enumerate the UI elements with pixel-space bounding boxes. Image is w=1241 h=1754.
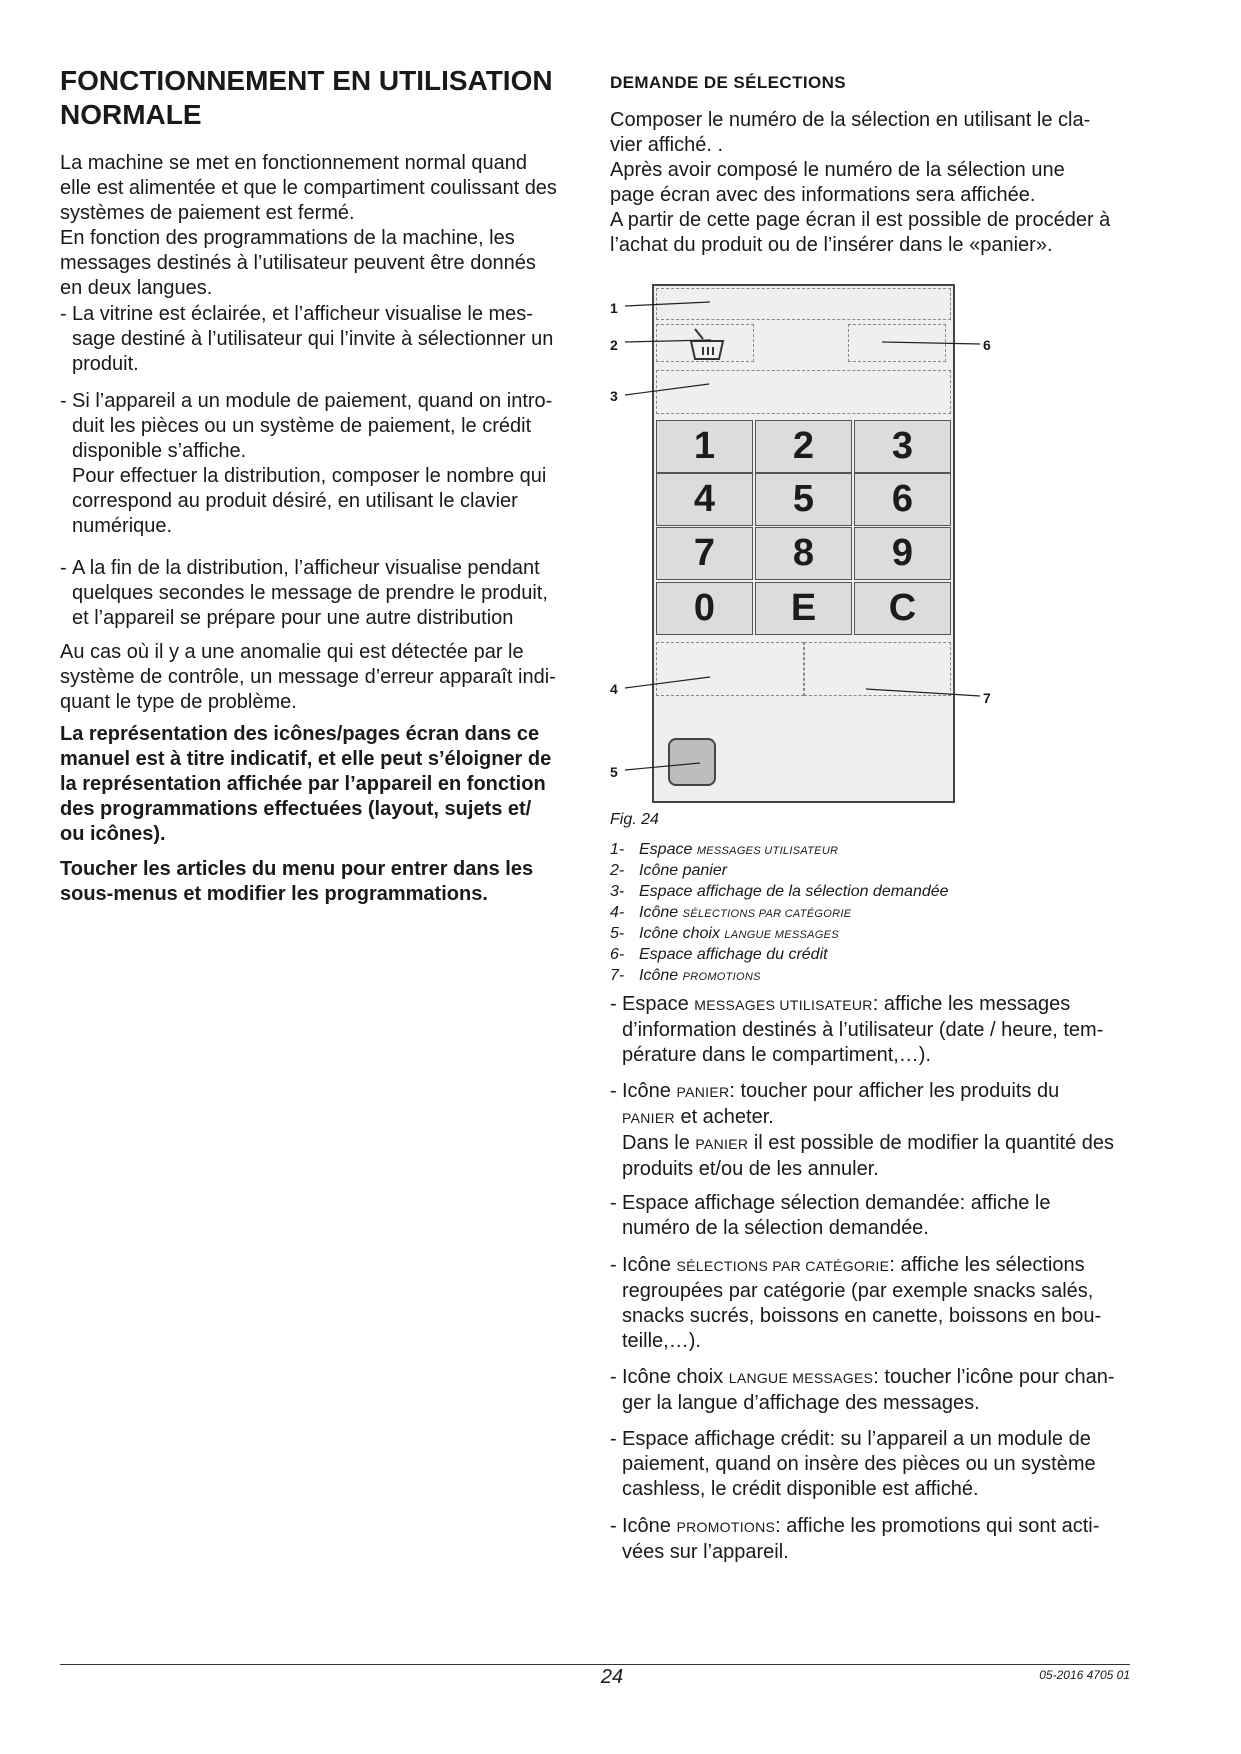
- key-2[interactable]: 2: [755, 420, 852, 473]
- selection-paragraph: Composer le numéro de la sélection en utilisant le cla- vier affiché. . Après avoir composé le numéro de la sélection une page écran avec des informations sera affichée. A partir de cette page écran il est possible de procéder à l’achat du produit ou de l’insérer dans le «panier».: [610, 109, 1111, 256]
- description-item: - Icône PROMOTIONS: affiche les promotions qui sont acti- vées sur l’appareil.: [610, 1515, 1100, 1563]
- key-1[interactable]: 1: [656, 420, 753, 473]
- description-item: - Espace affichage crédit: su l’appareil a un module de paiement, quand on insère des pièces ou un système cashless, le crédit disponible est affiché.: [610, 1428, 1096, 1500]
- keypad-figure: [610, 280, 1140, 820]
- anomaly-paragraph: Au cas où il y a une anomalie qui est détectée par le système de contrôle, un message d’erreur apparaît indi- quant le type de problème.: [60, 641, 556, 713]
- key-7[interactable]: 7: [656, 527, 753, 580]
- description-item: - Icône SÉLECTIONS PAR CATÉGORIE: affiche les sélections regroupées par catégorie (par exemple snacks salés, snacks sucrés, boissons en canette, boissons en bou- teille,…).: [610, 1254, 1102, 1352]
- legend-item: 6- Espace affichage du crédit: [610, 946, 828, 963]
- description-item: - Icône choix LANGUE MESSAGES: toucher l’icône pour chan- ger la langue d’affichage des messages.: [610, 1366, 1115, 1414]
- description-item: - Espace MESSAGES UTILISATEUR: affiche les messages d’information destinés à l’utilisateur (date / heure, tem- pérature dans le compartiment,…).: [610, 993, 1104, 1066]
- legend-item: 4- Icône SÉLECTIONS PAR CATÉGORIE: [610, 904, 852, 921]
- callout-2: 2: [610, 337, 618, 353]
- legend-item: 1- Espace MESSAGES UTILISATEUR: [610, 841, 839, 858]
- page-title: FONCTIONNEMENT EN UTILISATION NORMALE: [60, 65, 553, 130]
- legend-item: 3- Espace affichage de la sélection demandée: [610, 883, 949, 900]
- legend-item: 2- Icône panier: [610, 862, 728, 879]
- bullet-item: - Si l’appareil a un module de paiement, quand on intro- duit les pièces ou un système de paiement, le crédit disponible s’affiche. Pour effectuer la distribution, composer le nombre qui correspond au produit désiré, en utilisant le clavier numérique.: [60, 390, 553, 537]
- key-8[interactable]: 8: [755, 527, 852, 580]
- description-item: - Espace affichage sélection demandée: affiche le numéro de la sélection demandée.: [610, 1192, 1051, 1239]
- intro-paragraph: La machine se met en fonctionnement normal quand elle est alimentée et que le compartiment coulissant des systèmes de paiement est fermé. En fonction des programmations de la machine, les messages destinés à l’utilisateur peuvent être donnés en deux langues.: [60, 152, 557, 299]
- callout-5: 5: [610, 764, 618, 780]
- figure-caption: Fig. 24: [610, 811, 659, 828]
- callout-3: 3: [610, 388, 618, 404]
- key-3[interactable]: 3: [854, 420, 951, 473]
- page-number: 24: [600, 1666, 624, 1688]
- description-item: - Icône PANIER: toucher pour afficher les produits du PANIER et acheter. Dans le PANIER il est possible de modifier la quantité des produits et/ou de les annuler.: [610, 1080, 1115, 1180]
- menu-instruction: Toucher les articles du menu pour entrer dans les sous-menus et modifier les programmations.: [60, 858, 534, 905]
- key-5[interactable]: 5: [755, 473, 852, 526]
- callout-7: 7: [983, 690, 991, 706]
- bullet-item: - La vitrine est éclairée, et l’afficheur visualise le mes- sage destiné à l’utilisateur qui l’invite à sélectionner un produit.: [60, 303, 554, 375]
- bullet-item: - A la fin de la distribution, l’afficheur visualise pendant quelques secondes le message de prendre le produit, et l’appareil se prépare pour une autre distribution: [60, 557, 548, 629]
- callout-4: 4: [610, 681, 618, 697]
- notice-paragraph: La représentation des icônes/pages écran dans ce manuel est à titre indicatif, et elle peut s’éloigner de la représentation affichée par l’appareil en fonction des programmations effectuées (layout, sujets et/ ou icônes).: [60, 723, 552, 845]
- key-4[interactable]: 4: [656, 473, 753, 526]
- key-9[interactable]: 9: [854, 527, 951, 580]
- section-heading: DEMANDE DE SÉLECTIONS: [610, 73, 847, 92]
- callout-6: 6: [983, 337, 991, 353]
- figure-leader-lines: [610, 280, 1140, 820]
- figure-legend: [610, 840, 1140, 987]
- key-e[interactable]: E: [755, 582, 852, 635]
- document-code: 05-2016 4705 01: [1039, 1668, 1130, 1682]
- key-c[interactable]: C: [854, 582, 951, 635]
- legend-item: 7- Icône PROMOTIONS: [610, 967, 761, 984]
- key-6[interactable]: 6: [854, 473, 951, 526]
- key-0[interactable]: 0: [656, 582, 753, 635]
- callout-1: 1: [610, 300, 618, 316]
- legend-item: 5- Icône choix LANGUE MESSAGES: [610, 925, 839, 942]
